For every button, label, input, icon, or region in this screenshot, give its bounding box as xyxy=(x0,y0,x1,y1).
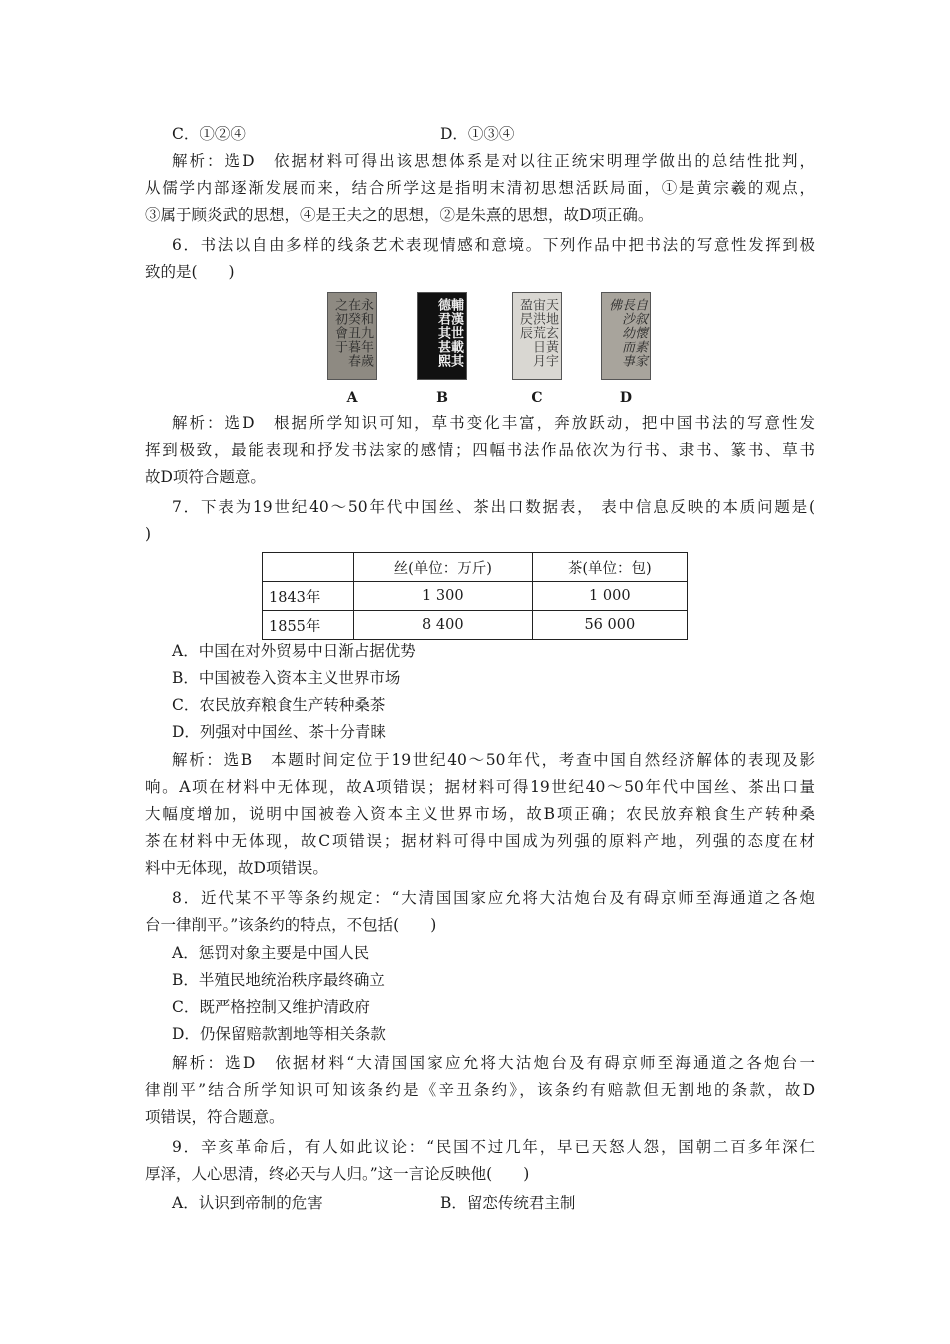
table-row xyxy=(263,611,688,640)
calligraphy-caption-c: C xyxy=(531,390,543,406)
table-cell: 56 000 xyxy=(532,611,687,640)
q9-option-b: B．留恋传统君主制 xyxy=(440,1194,576,1212)
table-header-row xyxy=(263,553,688,582)
q7-analysis-line: 料中无体现，故D项错误。 xyxy=(145,859,328,877)
calligraphy-caption-b: B xyxy=(436,390,448,406)
q5-analysis-line: 解析：选D 依据材料可得出该思想体系是对以往正统宋明理学做出的总结性批判， xyxy=(172,152,815,170)
q8-analysis-line: 解析：选D 依据材料“大清国国家应允将大沽炮台及有碍京师至海通道之各炮台一 xyxy=(172,1054,815,1072)
q9-options-row xyxy=(172,1193,815,1213)
q7-analysis-line: 响。A项在材料中无体现，故A项错误；据材料可得19世纪40～50年代中国丝、茶出口量 xyxy=(145,778,815,796)
calligraphy-caption-a: A xyxy=(346,390,358,406)
q7-option: C．农民放弃粮食生产转种桑茶 xyxy=(172,696,386,714)
q6-stem-line: 6．书法以自由多样的线条艺术表现情感和意境。下列作品中把书法的写意性发挥到极 xyxy=(172,236,815,254)
q8-stem-line: 台一律削平。”该条约的特点，不包括( ) xyxy=(145,916,437,934)
q6-analysis-line: 故D项符合题意。 xyxy=(145,468,266,486)
q9-stem-line: 厚泽，人心思清，终必天与人归。”这一言论反映他( ) xyxy=(145,1165,530,1183)
table-cell: 1843年 xyxy=(263,582,354,611)
q7-analysis-line: 解析：选B 本题时间定位于19世纪40～50年代，考查中国自然经济解体的表现及影 xyxy=(172,751,815,769)
q8-analysis-line: 律削平”结合所学知识可知该条约是《辛丑条约》，该条约有赔款但无割地的条款，故D xyxy=(145,1081,815,1099)
q8-option: D．仍保留赔款割地等相关条款 xyxy=(172,1025,386,1043)
q9-stem-line: 9．辛亥革命后，有人如此议论：“民国不过几年，早已天怒人怨，国朝二百多年深仁 xyxy=(172,1138,815,1156)
q5-option-c: C．①②④ xyxy=(172,125,246,143)
table-header-cell: 丝(单位：万斤) xyxy=(354,553,533,582)
q8-stem-line: 8．近代某不平等条约规定：“大清国国家应允将大沽炮台及有碍京师至海通道之各炮 xyxy=(172,889,815,907)
q5-options-row xyxy=(172,124,815,144)
q7-stem-line: 7．下表为19世纪40～50年代中国丝、茶出口数据表， 表中信息反映的本质问题是( xyxy=(172,498,815,516)
q9-option-a: A．认识到帝制的危害 xyxy=(172,1194,323,1212)
q5-analysis-line: 从儒学内部逐渐发展而来，结合所学这是指明末清初思想活跃局面，①是黄宗羲的观点， xyxy=(145,179,815,197)
calligraphy-image-a: 永和九年歲在癸丑暮春之初會于 xyxy=(327,292,377,380)
q6-stem-line: 致的是( ) xyxy=(145,263,235,281)
q8-option: A．惩罚对象主要是中国人民 xyxy=(172,944,370,962)
q5-option-d: D．①③④ xyxy=(440,125,515,143)
table-cell: 1 300 xyxy=(354,582,533,611)
q7-analysis-line: 大幅度增加，说明中国被卷入资本主义世界市场，故B项正确；农民放弃粮食生产转种桑 xyxy=(145,805,815,823)
q8-analysis-line: 项错误，符合题意。 xyxy=(145,1108,285,1126)
q7-stem-line: ) xyxy=(145,525,152,543)
table-header-cell: 茶(单位：包) xyxy=(532,553,687,582)
q8-option: B．半殖民地统治秩序最终确立 xyxy=(172,971,385,989)
q7-analysis-line: 茶在材料中无体现，故C项错误；据材料可得中国成为列强的原料产地，列强的态度在材 xyxy=(145,832,815,850)
q6-analysis-line: 挥到极致，最能表现和抒发书法家的感情；四幅书法作品依次为行书、隶书、篆书、草书 xyxy=(145,441,815,459)
q7-option: A．中国在对外贸易中日渐占据优势 xyxy=(172,642,416,660)
table-cell: 8 400 xyxy=(354,611,533,640)
table-header-cell xyxy=(263,553,354,582)
q6-analysis-line: 解析：选D 根据所学知识可知，草书变化丰富，奔放跃动，把中国书法的写意性发 xyxy=(172,414,815,432)
calligraphy-image-d: 自叙懷素家長沙幼而事佛 xyxy=(601,292,651,380)
q7-option: D．列强对中国丝、茶十分青睐 xyxy=(172,723,386,741)
q7-option: B．中国被卷入资本主义世界市场 xyxy=(172,669,401,687)
calligraphy-image-c: 天地玄黃宇宙洪荒日月盈昃辰 xyxy=(512,292,562,380)
q8-option: C．既严格控制又维护清政府 xyxy=(172,998,370,1016)
table-cell: 1 000 xyxy=(532,582,687,611)
calligraphy-caption-d: D xyxy=(619,390,633,406)
q5-analysis-line: ③属于顾炎武的思想，④是王夫之的思想，②是朱熹的思想，故D项正确。 xyxy=(145,206,654,224)
table-row xyxy=(263,582,688,611)
table-cell: 1855年 xyxy=(263,611,354,640)
export-data-table xyxy=(262,552,688,640)
calligraphy-image-b: 輔漢世載其德君其甚熙 xyxy=(417,292,467,380)
